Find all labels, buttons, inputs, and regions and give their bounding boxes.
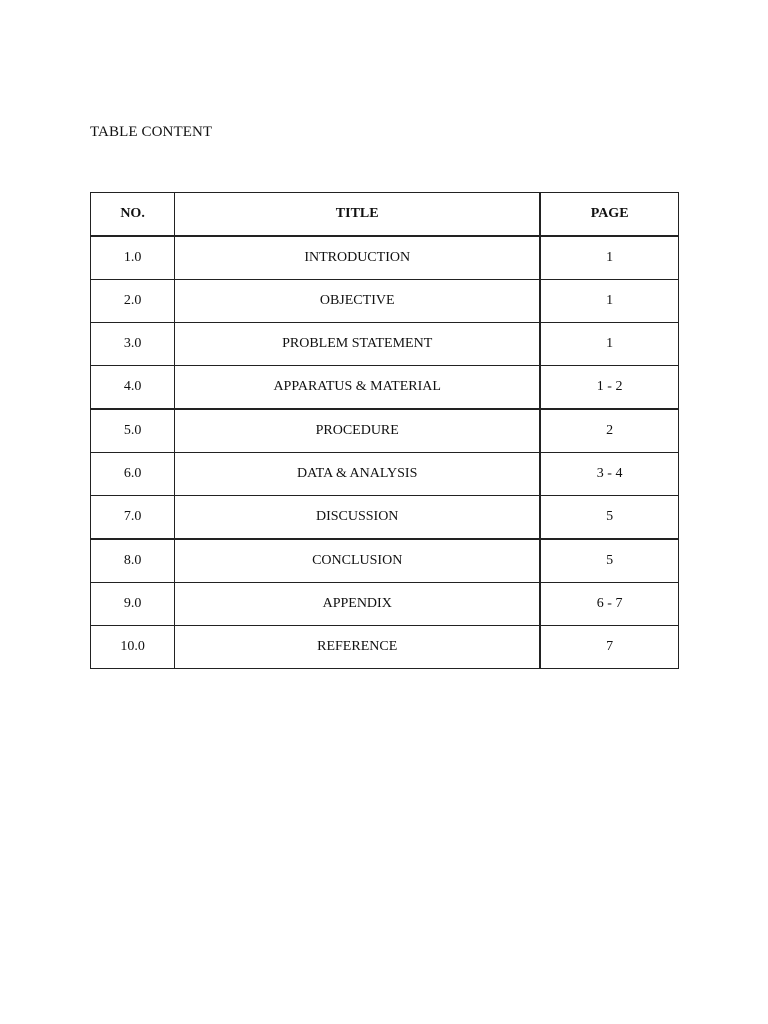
table-row [91,323,679,366]
row-number: 7.0 [91,496,175,540]
row-title: REFERENCE [175,626,541,669]
row-number: 6.0 [91,453,175,496]
row-page: 7 [540,626,678,669]
row-title: DATA & ANALYSIS [175,453,541,496]
column-header-page: PAGE [540,193,678,237]
table-row [91,280,679,323]
table-row [91,453,679,496]
table-row [91,409,679,453]
column-header-title: TITLE [175,193,541,237]
row-number: 1.0 [91,236,175,280]
row-number: 9.0 [91,583,175,626]
row-title: DISCUSSION [175,496,541,540]
row-page: 5 [540,496,678,540]
row-number: 2.0 [91,280,175,323]
row-title: PROBLEM STATEMENT [175,323,541,366]
row-title: CONCLUSION [175,539,541,583]
table-of-contents [90,192,679,669]
row-page: 2 [540,409,678,453]
table-row [91,236,679,280]
row-page: 1 - 2 [540,366,678,410]
table-header-row [91,193,679,237]
table-row [91,539,679,583]
row-title: INTRODUCTION [175,236,541,280]
row-page: 3 - 4 [540,453,678,496]
row-number: 3.0 [91,323,175,366]
table-row [91,496,679,540]
row-title: PROCEDURE [175,409,541,453]
row-number: 4.0 [91,366,175,410]
column-header-no: NO. [91,193,175,237]
row-page: 1 [540,323,678,366]
table-row [91,626,679,669]
row-title: APPARATUS & MATERIAL [175,366,541,410]
table-row [91,583,679,626]
row-number: 8.0 [91,539,175,583]
row-page: 5 [540,539,678,583]
row-number: 10.0 [91,626,175,669]
row-page: 1 [540,236,678,280]
row-number: 5.0 [91,409,175,453]
document-heading: TABLE CONTENT [90,124,213,140]
row-title: OBJECTIVE [175,280,541,323]
row-title: APPENDIX [175,583,541,626]
row-page: 1 [540,280,678,323]
table-row [91,366,679,410]
row-page: 6 - 7 [540,583,678,626]
